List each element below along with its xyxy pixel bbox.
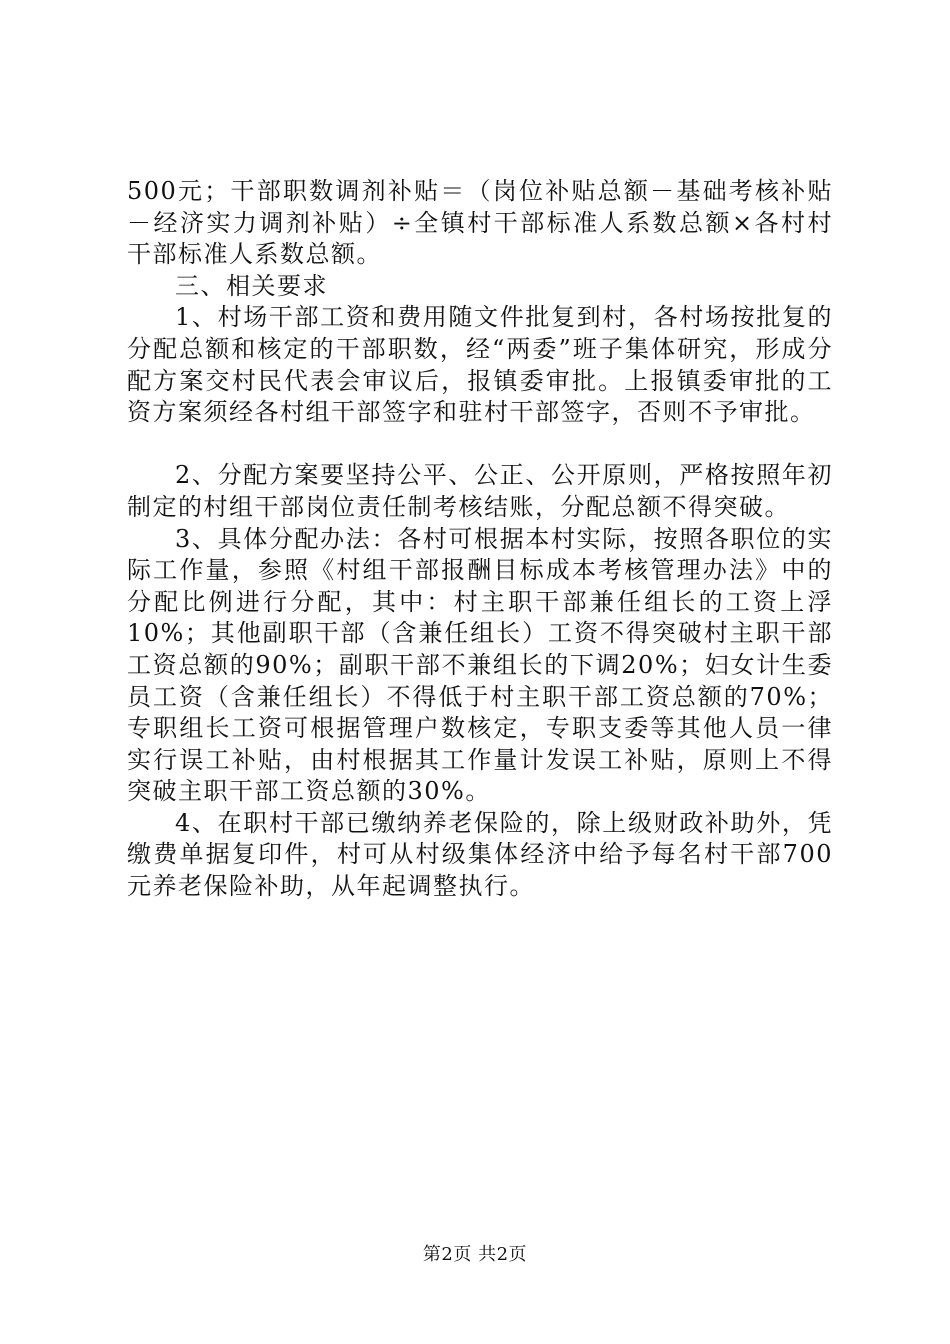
paragraph-item-3: 3、具体分配办法：各村可根据本村实际，按照各职位的实际工作量，参照《村组干部报酬目标成本考核管理办法》中的分配比例进行分配，其中：村主职干部兼任组长的工资上浮10%；其他副职干部（含兼任组长）工资不得突破村主职干部工资总额的90%；副职干部不兼组长的下调20%；妇女计生委员工资（含兼任组长）不得低于村主职干部工资总额的70%；专职组长工资可根据管理户数核定，专职支委等其他人员一律实行误工补贴，由村根据其工作量计发误工补贴，原则上不得突破主职干部工资总额的30%。 bbox=[127, 524, 833, 806]
section-heading-requirements: 三、相关要求 bbox=[175, 271, 328, 300]
paragraph-item-2: 2、分配方案要坚持公平、公正、公开原则，严格按照年初制定的村组干部岗位责任制考核结账，分配总额不得突破。 bbox=[127, 461, 833, 521]
paragraph-formula: 500元；干部职数调剂补贴＝（岗位补贴总额－基础考核补贴－经济实力调剂补贴）÷全镇村干部标准人系数总额×各村村干部标准人系数总额。 bbox=[127, 177, 833, 269]
paragraph-item-4: 4、在职村干部已缴纳养老保险的，除上级财政补助外，凭缴费单据复印件，村可从村级集体经济中给予每名村干部700元养老保险补助，从年起调整执行。 bbox=[127, 808, 833, 901]
page-footer: 第2页 共2页 bbox=[422, 1244, 528, 1265]
paragraph-item-1: 1、村场干部工资和费用随文件批复到村，各村场按批复的分配总额和核定的干部职数，经“两委”班子集体研究，形成分配方案交村民代表会审议后，报镇委审批。上报镇委审批的工资方案须经各村组干部签字和驻村干部签字，否则不予审批。 bbox=[127, 303, 833, 427]
document-body bbox=[127, 176, 833, 903]
